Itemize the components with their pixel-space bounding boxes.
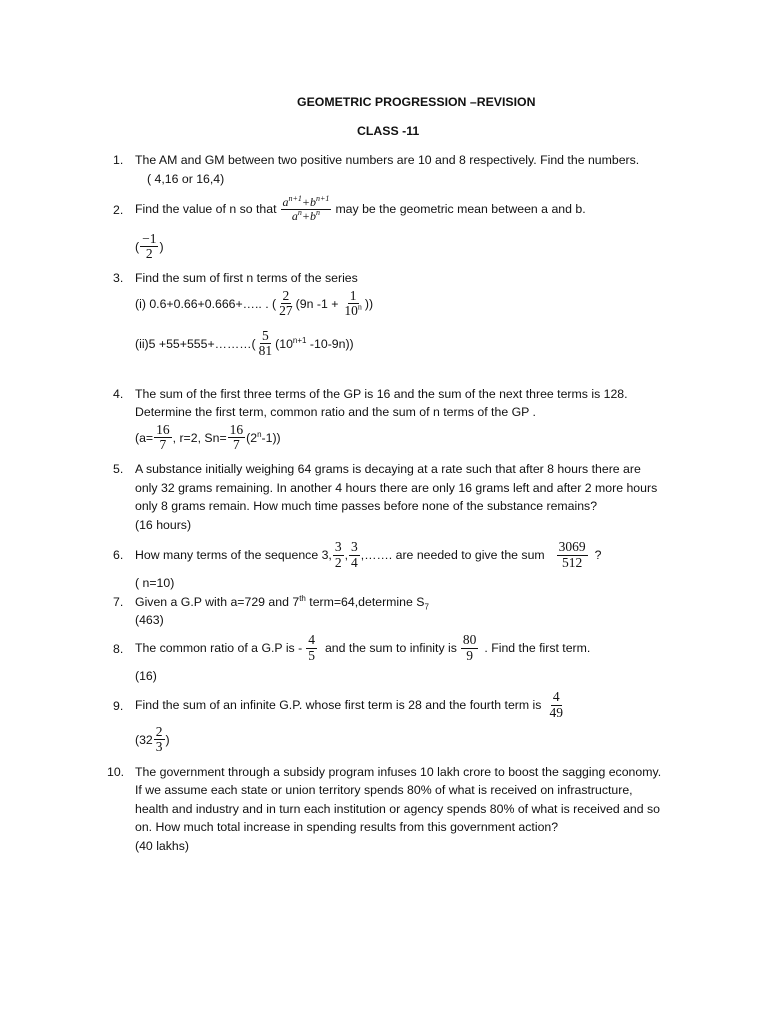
question-text: Find the value of n so that [135,202,277,216]
answer: ( $\frac{-1}{2}$ ) [135,231,164,262]
question-text: Find the sum of first n terms of the series [135,271,358,285]
fraction: $\frac{5}{81}$ [258,328,273,359]
fraction: $\frac{2}{27}$ [279,288,293,319]
fraction: $\frac{3}{4}$ [351,539,358,570]
answer: ( n=10) [135,576,175,590]
fraction-denominator: $a^n+b^n$ [291,207,321,223]
fraction: $\frac{3}{2}$ [334,539,342,570]
question-text: Given a G.P with a=729 and 7th term=64,determine $S_7$ [135,593,429,612]
question-text: on. How much total increase in spending results from this government action? [135,820,559,834]
question-number: 4. [113,387,124,401]
fraction: $\frac{16}{7}$ [156,422,170,453]
answer: (16) [135,669,157,683]
answer: (40 lakhs) [135,839,189,853]
question-number: 5. [113,462,124,476]
question-text: only 8 grams remain. How much time passes before none of the substance remains? [135,499,598,513]
question-number: 8. [113,642,124,656]
question-number: 6. [113,548,124,562]
fraction: $\frac{1}{10^n}$ [344,288,362,319]
series-part-2: (ii)5 +55+555+………( $\frac{5}{81}$ ($10^{n+1}$ -10-9n)) [135,328,354,359]
question-text: may be the geometric mean between a and b. [335,202,586,216]
question-number: 7. [113,595,124,609]
answer: (463) [135,613,164,627]
question-line: The common ratio of a G.P is - $\frac{4}{5}$ and the sum to infinity is $\frac{80}{9}$ . Find the first term. [135,632,591,663]
page-title: GEOMETRIC PROGRESSION –REVISION [297,95,536,109]
fraction: $\frac{-1}{2}$ [142,231,157,262]
question-line: How many terms of the sequence 3, $\frac{3}{2}$ , $\frac{3}{4}$ ,……. are needed to give the sum $\frac{3069}{512}$ ? [135,539,602,570]
fraction-numerator: $a^{n+1}+b^{n+1}$ [282,193,330,209]
fraction [281,193,332,223]
question-text: health and industry and in turn each institution or agency spends 80% of what is received and so [135,802,660,816]
answer: (a= $\frac{16}{7}$ , r=2, Sn= $\frac{16}{7}$ (2$^n$-1)) [135,422,281,453]
question-text: The government through a subsidy program infuses 10 lakh crore to boost the sagging economy. [135,765,662,779]
answer: ( 4,16 or 16,4) [147,172,225,186]
question-text: The sum of the first three terms of the GP is 16 and the sum of the next three terms is 128. [135,387,628,401]
answer: (16 hours) [135,518,192,532]
question-line [135,186,586,232]
question-number: 2. [113,203,124,217]
fraction: $\frac{4}{49}$ [549,689,563,720]
class-label: CLASS -11 [357,124,420,138]
question-text: A substance initially weighing 64 grams is decaying at a rate such that after 8 hours there are [135,462,641,476]
question-number: 9. [113,699,124,713]
fraction: $\frac{2}{3}$ [155,724,163,755]
fraction: $\frac{4}{5}$ [308,632,315,663]
question-line: Find the sum of an infinite G.P. whose first term is 28 and the fourth term is $\frac{4}{49}$ [135,689,563,720]
series-part-1: (i) 0.6+0.66+0.666+….. . ( $\frac{2}{27}$ (9n -1 + $\frac{1}{10^n}$ )) [135,288,374,319]
question-text: only 32 grams remaining. In another 4 hours there are only 16 grams left and after 2 more hours [135,481,658,495]
answer: (32 $\frac{2}{3}$ ) [135,724,170,755]
question-number: 10. [107,765,125,779]
question-text: If we assume each state or union territory spends 80% of what is received on infrastructure, [135,783,633,797]
question-number: 1. [113,153,124,167]
fraction: $\frac{16}{7}$ [229,422,244,453]
fraction: $\frac{3069}{512}$ [558,539,586,570]
question-text: The AM and GM between two positive numbers are 10 and 8 respectively. Find the numbers. [135,153,640,167]
question-text: Determine the first term, common ratio and the sum of n terms of the GP . [135,405,536,419]
question-number: 3. [113,271,124,285]
fraction: $\frac{80}{9}$ [462,632,477,663]
